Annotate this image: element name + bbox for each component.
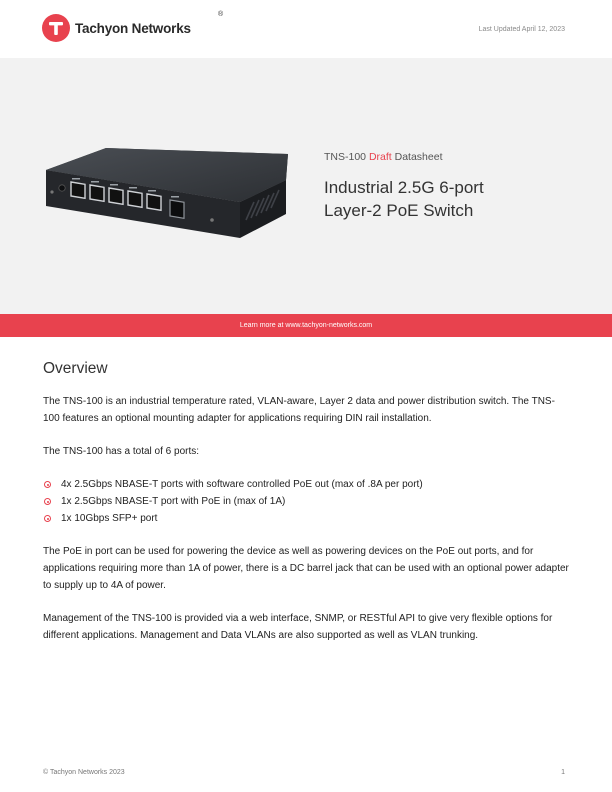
- list-item: [43, 510, 569, 527]
- company-name: Tachyon Networks: [75, 20, 191, 36]
- model-number: TNS-100: [324, 151, 367, 163]
- company-logo: [42, 11, 224, 42]
- product-title-line-1: Industrial 2.5G 6-port: [324, 178, 484, 197]
- document-type: [324, 151, 443, 163]
- page-header: [0, 0, 612, 58]
- list-item: [43, 476, 569, 493]
- t-logo-icon: [42, 14, 70, 42]
- product-title: [324, 176, 574, 222]
- draft-label: Draft: [368, 151, 392, 163]
- network-switch-image: [40, 140, 292, 248]
- footer-copyright: © Tachyon Networks 2023: [43, 769, 125, 776]
- last-updated: Last Updated April 12, 2023: [478, 26, 565, 33]
- overview-paragraph-1: The TNS-100 is an industrial temperature rated, VLAN-aware, Layer 2 data and power distribution switch. The TNS-100 features an optional mounting adapter for applications requiring DIN rail installation.: [43, 396, 555, 424]
- list-item-text: 1x 2.5Gbps NBASE-T port with PoE in (max of 1A): [61, 496, 286, 507]
- list-item-text: 1x 10Gbps SFP+ port: [61, 513, 158, 524]
- overview-paragraph-3: The PoE in port can be used for powering the device as well as powering devices on the PoE out ports, and for applications requiring more than 1A of power, there is a DC barrel jack that can be used with an optional power adapter to supply up to 4A of power.: [43, 546, 569, 591]
- overview-paragraph-2: The TNS-100 has a total of 6 ports:: [43, 446, 200, 457]
- learn-more-link[interactable]: Learn more at www.tachyon-networks.com: [239, 322, 373, 329]
- registered-mark: ®: [218, 11, 224, 18]
- overview-heading: Overview: [43, 360, 108, 377]
- port-list: [43, 476, 569, 527]
- list-item: [43, 493, 569, 510]
- datasheet-label: Datasheet: [394, 151, 443, 163]
- bullet-icon: [44, 498, 51, 505]
- list-item-text: 4x 2.5Gbps NBASE-T ports with software controlled PoE out (max of .8A per port): [61, 479, 423, 490]
- learn-more-banner: [0, 314, 612, 337]
- hero-section: [0, 58, 612, 314]
- overview-paragraph-4: Management of the TNS-100 is provided via a web interface, SNMP, or RESTful API to give very flexible options for different applications. Management and Data VLANs are also supported as well as VLAN trunking.: [43, 613, 553, 641]
- page-number: 1: [561, 769, 565, 776]
- bullet-icon: [44, 481, 51, 488]
- overview-section: [43, 360, 569, 660]
- product-title-line-2: Layer-2 PoE Switch: [324, 201, 474, 220]
- bullet-icon: [44, 515, 51, 522]
